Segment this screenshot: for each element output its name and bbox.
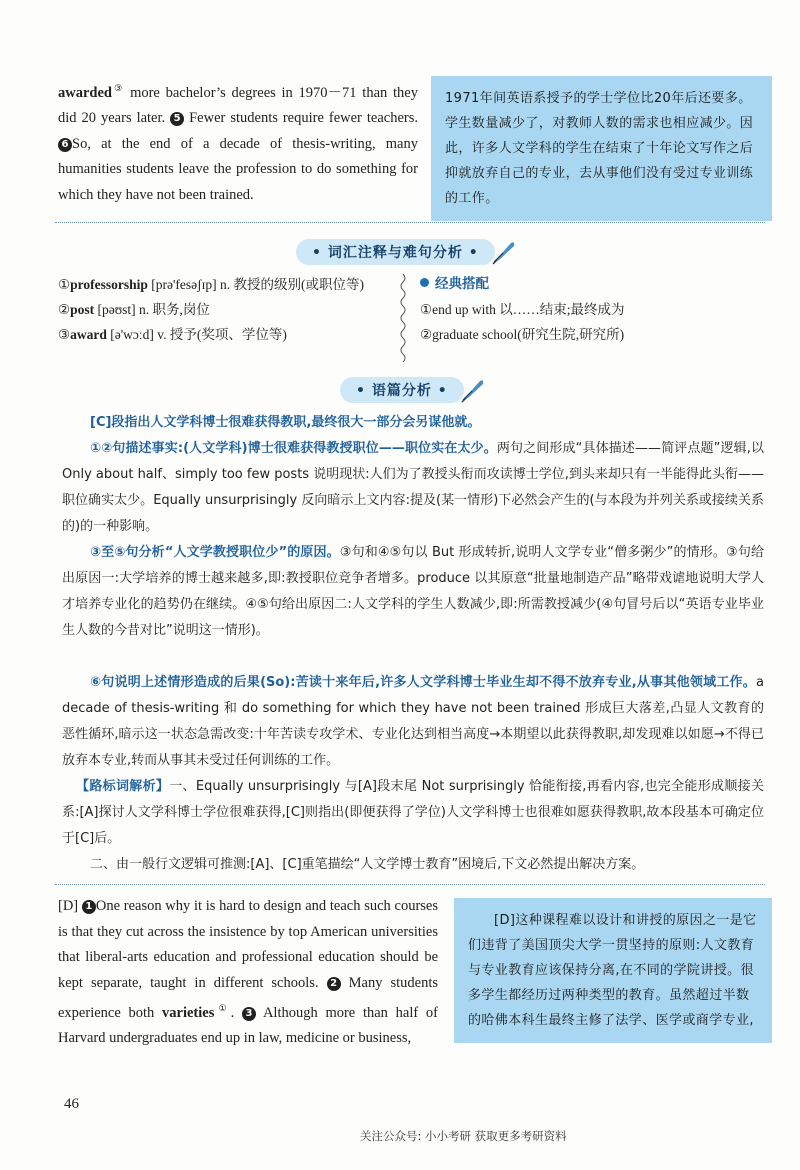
analysis-heading: [C]段指出人文学科博士很难获得教职,最终很大一部分会另谋他就。 [90, 415, 481, 430]
vocab-list [58, 272, 393, 347]
signpost-tag: 【路标词解析】 [76, 779, 170, 794]
sentence-6-marker: 6 [58, 138, 72, 152]
top-english-paragraph [58, 76, 418, 208]
quill-icon [491, 239, 517, 265]
sentence-5-marker: 5 [170, 112, 184, 126]
quill-icon [460, 377, 486, 403]
awarded-word: awarded [58, 84, 112, 101]
sentence-3-marker: 3 [242, 1007, 256, 1021]
collocation-item: ②graduate school(研究生院,研究所) [420, 327, 625, 342]
vocab-item: ②post [pəʊst] n. 职务,岗位 [58, 302, 210, 317]
page-number: 46 [64, 1096, 79, 1112]
zigzag-separator [398, 274, 408, 362]
bullet-icon [420, 278, 429, 287]
sentence-2-marker: 2 [327, 977, 341, 991]
analysis-paragraph-3: ③至⑤句分析“人文学教授职位少”的原因。③句和④⑤句以 But 形成转折,说明人文学专业“僧多粥少”的情形。③句给出原因一:大学培养的博士越来越多,即:教授职位竞争者增多。produce 以其原意“批量地制造产品”略带戏谑地说明大学人才培养专业化的趋势仍在继续。④⑤句给出原因二:人文学科的学生人数减少,即:所需教授减少(④句冒号后以“英语专业毕业生人数的今昔对比”说明这一情形)。 [62, 545, 764, 638]
bottom-chinese-translation: [D]这种课程难以设计和讲授的原因之一是它们违背了美国顶尖大学一贯坚持的原则:人文教育与专业教育应该保持分离,在不同的学院讲授。很多学生都经历过两种类型的教育。虽然超过半数的哈佛本科生最终主修了法学、医学或商学专业, [454, 898, 772, 1043]
analysis-banner [340, 376, 486, 404]
collocation-box [420, 272, 760, 347]
bottom-english-paragraph: [D] 1 One reason why it is hard to design and teach such courses is that they cut across the insistence by top American universities that liberal-arts education and professional education should be kept separate, taught in different schools. 2 Many students experience both varieties①. 3 Although more than half of Harvard undergraduates end up in law, medicine or business, [58, 898, 439, 1047]
sentence-1-marker: 1 [82, 900, 96, 914]
collocation-title: 经典搭配 [420, 272, 760, 297]
vocab-item: ①professorship [prə'fesəʃɪp] n. 教授的级别(或职位等) [58, 277, 365, 292]
analysis-paragraph-2: ①②句描述事实:(人文学科)博士很难获得教授职位——职位实在太少。两句之间形成“具体描述——简评点题”逻辑,以 Only about half、simply too few posts 说明现状:人们为了教授头衔而攻读博士学位,到头来却只有一半能得此头衔——职位确实太少。Equally unsurprisingly 反向暗示上文内容:提及(某一情形)下必然会产生的(与本段为并列关系或接续关系的)的一种影响。 [62, 441, 764, 534]
vocab-banner-label: • 词汇注释与难句分析 • [296, 239, 495, 265]
vocab-word: professorship [70, 277, 148, 292]
top-chinese-translation [431, 76, 772, 221]
divider-1 [55, 222, 765, 223]
awarded-note: ③ [111, 83, 125, 93]
top-chinese-text: 1971年间英语系授予的学士学位比20年后还要多。学生数量减少了，对教师人数的需求也相应减少。因此，许多人文学科的学生在结束了十年论文写作之后抑就放弃自己的专业，去从事他们没有受过专业训练的工作。 [445, 91, 754, 206]
top-text-3: So, at the end of a decade of thesis-writing, many humanities students leave the profession to do something for which they have not been trained. [58, 135, 418, 203]
analysis-paragraph-5: 【路标词解析】一、Equally unsurprisingly 与[A]段末尾 Not surprisingly 恰能衔接,再看内容,也完全能形成顺接关系:[A]探讨人文学科博士学位很难获得,[C]则指出(即便获得了学位)人文学科博士也很难如愿获得教职,故本段基本可确定位于[C]后。 [62, 779, 764, 846]
divider-2 [55, 884, 765, 885]
vocab-banner [296, 238, 517, 266]
top-text-2: Fewer students require fewer teachers. [184, 110, 418, 127]
vocab-item: ③award [ə'wɔːd] v. 授予(奖项、学位等) [58, 327, 287, 342]
top-text-1: more bachelor’s degrees in 1970－71 than they did 20 years later. [58, 84, 418, 127]
analysis-paragraph-1 [62, 410, 764, 436]
footer-note: 关注公众号: 小小考研 获取更多考研资料 [360, 1129, 567, 1143]
collocation-item: ①end up with 以……结束;最终成为 [420, 302, 625, 317]
varieties-word: varieties [162, 1004, 215, 1021]
analysis-paragraph-6: 二、由一般行文逻辑可推测:[A]、[C]重笔描绘“人文学博士教育”困境后,下文必然提出解决方案。 [90, 857, 645, 872]
vocab-word: post [70, 302, 95, 317]
analysis-paragraph-4: ⑥句说明上述情形造成的后果(So):苦读十来年后,许多人文学科博士毕业生却不得不放弃专业,从事其他领域工作。a decade of thesis-writing 和 do something for which they have not been trained 形成巨大落差,凸显人文教育的恶性循环,暗示这一状态急需改变:十年苦读专攻学术、专业化达到相当高度→本期望以此获得教职,却发现难以如愿→不得已放弃本专业,转而从事其未受过任何训练的工作。 [62, 675, 764, 768]
vocab-word: award [70, 327, 107, 342]
analysis-banner-label: • 语篇分析 • [340, 377, 464, 403]
